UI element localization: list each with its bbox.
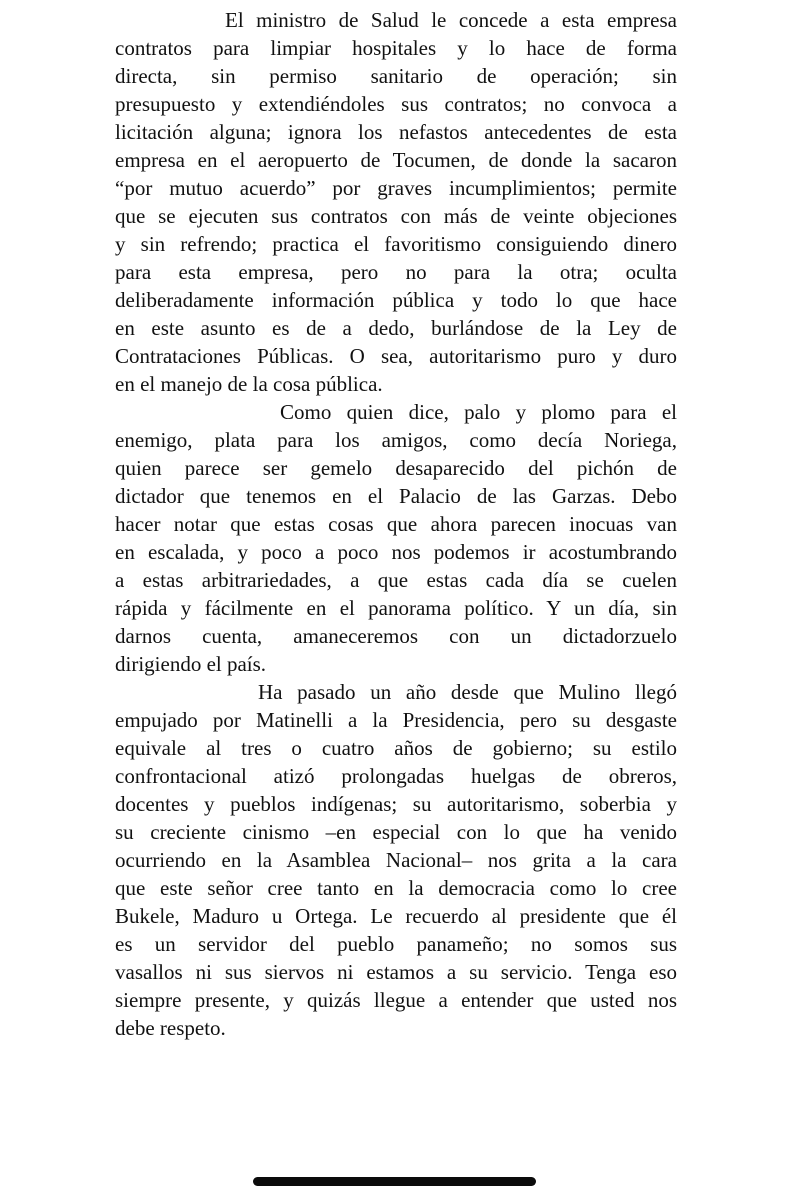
text-line: debe respeto. <box>115 1016 226 1040</box>
text-line: que este señor cree tanto en la democracia como lo cree <box>115 876 677 900</box>
text-line: dirigiendo el país. <box>115 652 267 676</box>
home-indicator[interactable] <box>253 1177 536 1186</box>
text-line: licitación alguna; ignora los nefastos antecedentes de esta <box>115 120 677 144</box>
text-line: docentes y pueblos indígenas; su autoritarismo, soberbia y <box>115 792 677 816</box>
text-line: a estas arbitrariedades, a que estas cada día se cuelen <box>115 568 677 592</box>
text-line: ocurriendo en la Asamblea Nacional– nos grita a la cara <box>115 848 677 872</box>
text-line: Como quien dice, palo y plomo para el <box>280 400 677 424</box>
text-line: “por mutuo acuerdo” por graves incumplimientos; permite <box>115 176 677 200</box>
text-line: empujado por Matinelli a la Presidencia, pero su desgaste <box>115 708 677 732</box>
text-line: en el manejo de la cosa pública. <box>115 372 383 396</box>
text-line: para esta empresa, pero no para la otra; oculta <box>115 260 677 284</box>
text-line: vasallos ni sus siervos ni estamos a su servicio. Tenga eso <box>115 960 677 984</box>
text-line: presupuesto y extendiéndoles sus contratos; no convoca a <box>115 92 677 116</box>
text-line: quien parece ser gemelo desaparecido del pichón de <box>115 456 677 480</box>
text-line: equivale al tres o cuatro años de gobierno; su estilo <box>115 736 677 760</box>
text-line: es un servidor del pueblo panameño; no somos sus <box>115 932 677 956</box>
text-line: siempre presente, y quizás llegue a entender que usted nos <box>115 988 677 1012</box>
text-line: enemigo, plata para los amigos, como decía Noriega, <box>115 428 677 452</box>
paragraph-2 <box>115 398 677 678</box>
text-line: Contrataciones Públicas. O sea, autoritarismo puro y duro <box>115 344 677 368</box>
text-line: dictador que tenemos en el Palacio de las Garzas. Debo <box>115 484 677 508</box>
paragraph-1 <box>115 6 677 398</box>
text-line: y sin refrendo; practica el favoritismo consiguiendo dinero <box>115 232 677 256</box>
text-line: deliberadamente información pública y todo lo que hace <box>115 288 677 312</box>
document-body <box>115 6 677 1042</box>
text-line: empresa en el aeropuerto de Tocumen, de donde la sacaron <box>115 148 677 172</box>
text-line: en este asunto es de a dedo, burlándose de la Ley de <box>115 316 677 340</box>
text-line: Ha pasado un año desde que Mulino llegó <box>258 680 677 704</box>
text-line: darnos cuenta, amaneceremos con un dictadorzuelo <box>115 624 677 648</box>
text-line: Bukele, Maduro u Ortega. Le recuerdo al presidente que él <box>115 904 677 928</box>
text-line: El ministro de Salud le concede a esta empresa <box>225 8 677 32</box>
text-line: confrontacional atizó prolongadas huelgas de obreros, <box>115 764 677 788</box>
text-line: directa, sin permiso sanitario de operación; sin <box>115 64 677 88</box>
text-line: hacer notar que estas cosas que ahora parecen inocuas van <box>115 512 677 536</box>
text-line: su creciente cinismo –en especial con lo que ha venido <box>115 820 677 844</box>
text-line: en escalada, y poco a poco nos podemos ir acostumbrando <box>115 540 677 564</box>
text-line: contratos para limpiar hospitales y lo hace de forma <box>115 36 677 60</box>
text-line: que se ejecuten sus contratos con más de veinte objeciones <box>115 204 677 228</box>
paragraph-3 <box>115 678 677 1042</box>
text-line: rápida y fácilmente en el panorama político. Y un día, sin <box>115 596 677 620</box>
